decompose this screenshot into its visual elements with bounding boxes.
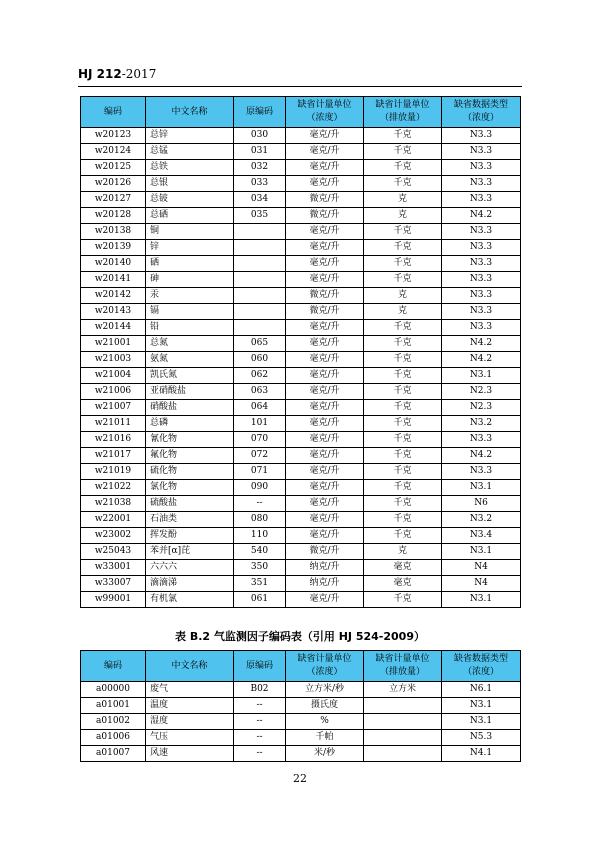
cell-name: 硫化物 [146, 464, 234, 480]
cell-code: w21038 [81, 496, 146, 512]
table-row [81, 698, 521, 714]
header-original-code: 原编码 [234, 97, 286, 128]
table-row [81, 400, 521, 416]
table-row [81, 336, 521, 352]
cell-data-type: N3.3 [442, 288, 521, 304]
cell-original-code: -- [234, 496, 286, 512]
cell-code: w21004 [81, 368, 146, 384]
cell-original-code: B02 [234, 682, 286, 698]
cell-unit-concentration: 毫克/升 [286, 240, 364, 256]
header-code: 编码 [81, 651, 146, 682]
cell-original-code [234, 256, 286, 272]
cell-code: w20123 [81, 128, 146, 144]
cell-unit-emission: 千克 [364, 176, 442, 192]
cell-data-type: N6 [442, 496, 521, 512]
cell-code: w21016 [81, 432, 146, 448]
table-row [81, 432, 521, 448]
cell-name: 石油类 [146, 512, 234, 528]
table-row [81, 240, 521, 256]
water-factor-table [80, 96, 521, 608]
air-factor-table [80, 650, 521, 762]
table-row [81, 714, 521, 730]
cell-name: 废气 [146, 682, 234, 698]
cell-data-type: N3.1 [442, 698, 521, 714]
cell-unit-concentration: 毫克/升 [286, 224, 364, 240]
cell-code: w21006 [81, 384, 146, 400]
cell-original-code: 071 [234, 464, 286, 480]
header-data-type: 缺省数据类型 （浓度） [442, 651, 521, 682]
cell-name: 镉 [146, 304, 234, 320]
cell-unit-concentration: 毫克/升 [286, 368, 364, 384]
cell-unit-emission: 克 [364, 288, 442, 304]
cell-code: w20139 [81, 240, 146, 256]
cell-data-type: N3.2 [442, 416, 521, 432]
cell-unit-emission: 克 [364, 544, 442, 560]
cell-data-type: N4 [442, 576, 521, 592]
table-row [81, 464, 521, 480]
cell-unit-emission: 千克 [364, 480, 442, 496]
cell-original-code [234, 240, 286, 256]
cell-unit-emission [364, 698, 442, 714]
cell-code: a01001 [81, 698, 146, 714]
table-row [81, 496, 521, 512]
cell-unit-concentration: 毫克/升 [286, 512, 364, 528]
cell-name: 风速 [146, 746, 234, 762]
cell-code: w21003 [81, 352, 146, 368]
cell-name: 总锰 [146, 144, 234, 160]
cell-code: w23002 [81, 528, 146, 544]
cell-original-code [234, 272, 286, 288]
table-row [81, 368, 521, 384]
cell-unit-concentration: 纳克/升 [286, 560, 364, 576]
cell-unit-emission: 千克 [364, 144, 442, 160]
table-row [81, 272, 521, 288]
cell-data-type: N5.3 [442, 730, 521, 746]
cell-unit-concentration: 摄氏度 [286, 698, 364, 714]
table-row [81, 560, 521, 576]
cell-data-type: N3.4 [442, 528, 521, 544]
cell-unit-concentration: 微克/升 [286, 544, 364, 560]
table-row [81, 208, 521, 224]
cell-unit-concentration: 毫克/升 [286, 336, 364, 352]
table-row [81, 304, 521, 320]
table-row [81, 480, 521, 496]
cell-unit-emission: 千克 [364, 592, 442, 608]
table-row [81, 592, 521, 608]
cell-code: a01002 [81, 714, 146, 730]
cell-unit-emission: 克 [364, 304, 442, 320]
cell-original-code: 063 [234, 384, 286, 400]
cell-unit-concentration: 毫克/升 [286, 416, 364, 432]
cell-unit-concentration: 微克/升 [286, 208, 364, 224]
cell-data-type: N2.3 [442, 384, 521, 400]
cell-code: w21019 [81, 464, 146, 480]
table-row [81, 682, 521, 698]
standard-year: -2017 [121, 67, 157, 81]
cell-name: 挥发酚 [146, 528, 234, 544]
cell-unit-concentration: 纳克/升 [286, 576, 364, 592]
cell-name: 六六六 [146, 560, 234, 576]
cell-unit-concentration: 毫克/升 [286, 176, 364, 192]
cell-name: 总锌 [146, 128, 234, 144]
cell-data-type: N3.3 [442, 224, 521, 240]
header-data-type: 缺省数据类型 （浓度） [442, 97, 521, 128]
table-row [81, 288, 521, 304]
cell-code: w20124 [81, 144, 146, 160]
cell-code: w20142 [81, 288, 146, 304]
cell-code: w25043 [81, 544, 146, 560]
cell-data-type: N3.3 [442, 192, 521, 208]
header-unit-emission: 缺省计量单位 （排放量） [364, 651, 442, 682]
cell-unit-emission: 千克 [364, 464, 442, 480]
cell-data-type: N3.1 [442, 480, 521, 496]
cell-unit-emission: 千克 [364, 240, 442, 256]
cell-original-code: -- [234, 698, 286, 714]
cell-original-code: 070 [234, 432, 286, 448]
cell-code: w20144 [81, 320, 146, 336]
cell-data-type: N3.1 [442, 592, 521, 608]
cell-unit-emission: 千克 [364, 384, 442, 400]
cell-code: w20126 [81, 176, 146, 192]
cell-original-code: 034 [234, 192, 286, 208]
document-header [78, 67, 156, 81]
cell-unit-emission [364, 746, 442, 762]
table-row [81, 384, 521, 400]
cell-name: 氰化物 [146, 432, 234, 448]
cell-unit-emission: 毫克 [364, 560, 442, 576]
header-rule [78, 86, 522, 87]
cell-unit-concentration: 毫克/升 [286, 352, 364, 368]
cell-original-code: -- [234, 730, 286, 746]
cell-data-type: N3.3 [442, 304, 521, 320]
table-row [81, 528, 521, 544]
table-row [81, 512, 521, 528]
cell-data-type: N4.2 [442, 336, 521, 352]
cell-original-code: 350 [234, 560, 286, 576]
cell-unit-concentration: 毫克/升 [286, 480, 364, 496]
cell-unit-emission: 千克 [364, 368, 442, 384]
cell-name: 温度 [146, 698, 234, 714]
cell-unit-concentration: 微克/升 [286, 288, 364, 304]
cell-unit-emission: 千克 [364, 528, 442, 544]
cell-unit-emission: 毫克 [364, 576, 442, 592]
cell-unit-emission: 千克 [364, 256, 442, 272]
cell-name: 硒 [146, 256, 234, 272]
cell-original-code: 110 [234, 528, 286, 544]
table-header-row [81, 651, 521, 682]
cell-data-type: N3.1 [442, 368, 521, 384]
table-row [81, 224, 521, 240]
table-caption: 表 B.2 气监测因子编码表（引用 HJ 524-2009） [175, 630, 425, 643]
page-number: 22 [293, 772, 307, 785]
cell-unit-concentration: 毫克/升 [286, 448, 364, 464]
cell-unit-concentration: % [286, 714, 364, 730]
cell-data-type: N3.3 [442, 128, 521, 144]
cell-original-code [234, 304, 286, 320]
cell-code: w22001 [81, 512, 146, 528]
cell-original-code: 065 [234, 336, 286, 352]
cell-unit-emission: 千克 [364, 400, 442, 416]
cell-original-code: 064 [234, 400, 286, 416]
cell-unit-emission: 千克 [364, 128, 442, 144]
cell-code: w20140 [81, 256, 146, 272]
cell-code: w33007 [81, 576, 146, 592]
cell-unit-emission: 千克 [364, 160, 442, 176]
header-unit-concentration: 缺省计量单位 （浓度） [286, 651, 364, 682]
cell-original-code [234, 224, 286, 240]
cell-code: w20141 [81, 272, 146, 288]
cell-original-code: 035 [234, 208, 286, 224]
cell-unit-concentration: 毫克/升 [286, 272, 364, 288]
cell-name: 苯并[α]芘 [146, 544, 234, 560]
cell-code: w20138 [81, 224, 146, 240]
cell-unit-concentration: 毫克/升 [286, 528, 364, 544]
cell-code: w21007 [81, 400, 146, 416]
cell-unit-emission: 克 [364, 192, 442, 208]
cell-data-type: N3.3 [442, 176, 521, 192]
table-row [81, 416, 521, 432]
cell-name: 氟化物 [146, 448, 234, 464]
header-code: 编码 [81, 97, 146, 128]
header-unit-concentration: 缺省计量单位 （浓度） [286, 97, 364, 128]
cell-unit-emission: 立方米 [364, 682, 442, 698]
cell-unit-concentration: 毫克/升 [286, 464, 364, 480]
cell-original-code: 062 [234, 368, 286, 384]
cell-code: a01007 [81, 746, 146, 762]
cell-unit-concentration: 毫克/升 [286, 432, 364, 448]
cell-original-code: -- [234, 746, 286, 762]
cell-code: w21017 [81, 448, 146, 464]
cell-name: 气压 [146, 730, 234, 746]
cell-code: a01006 [81, 730, 146, 746]
table-header-row [81, 97, 521, 128]
cell-code: w33001 [81, 560, 146, 576]
cell-original-code: 540 [234, 544, 286, 560]
standard-code: HJ 212 [78, 67, 122, 81]
cell-original-code [234, 288, 286, 304]
cell-name: 铅 [146, 320, 234, 336]
cell-unit-emission: 千克 [364, 224, 442, 240]
cell-unit-emission [364, 714, 442, 730]
cell-data-type: N3.3 [442, 320, 521, 336]
cell-data-type: N3.3 [442, 256, 521, 272]
header-original-code: 原编码 [234, 651, 286, 682]
cell-unit-concentration: 毫克/升 [286, 128, 364, 144]
cell-data-type: N3.3 [442, 272, 521, 288]
cell-unit-concentration: 立方米/秒 [286, 682, 364, 698]
cell-unit-concentration: 毫克/升 [286, 160, 364, 176]
cell-name: 总磷 [146, 416, 234, 432]
cell-original-code: 060 [234, 352, 286, 368]
cell-name: 铜 [146, 224, 234, 240]
header-name: 中文名称 [146, 651, 234, 682]
cell-original-code: 032 [234, 160, 286, 176]
cell-unit-emission: 千克 [364, 352, 442, 368]
cell-name: 硝酸盐 [146, 400, 234, 416]
cell-original-code: 061 [234, 592, 286, 608]
cell-original-code: 101 [234, 416, 286, 432]
cell-name: 砷 [146, 272, 234, 288]
cell-name: 总氮 [146, 336, 234, 352]
cell-data-type: N3.1 [442, 714, 521, 730]
table-row [81, 256, 521, 272]
cell-original-code: 033 [234, 176, 286, 192]
cell-name: 锌 [146, 240, 234, 256]
cell-name: 有机氯 [146, 592, 234, 608]
cell-unit-concentration: 毫克/升 [286, 144, 364, 160]
table-row [81, 128, 521, 144]
cell-original-code: 090 [234, 480, 286, 496]
header-unit-emission: 缺省计量单位 （排放量） [364, 97, 442, 128]
table-row [81, 320, 521, 336]
cell-original-code: 351 [234, 576, 286, 592]
cell-name: 氯化物 [146, 480, 234, 496]
cell-original-code [234, 320, 286, 336]
cell-original-code: 072 [234, 448, 286, 464]
cell-original-code: 080 [234, 512, 286, 528]
cell-original-code: -- [234, 714, 286, 730]
table-row [81, 144, 521, 160]
cell-code: w20127 [81, 192, 146, 208]
cell-unit-concentration: 毫克/升 [286, 496, 364, 512]
cell-data-type: N3.3 [442, 160, 521, 176]
cell-data-type: N3.3 [442, 432, 521, 448]
cell-name: 汞 [146, 288, 234, 304]
table-row [81, 192, 521, 208]
cell-name: 总铍 [146, 192, 234, 208]
cell-data-type: N2.3 [442, 400, 521, 416]
cell-data-type: N4.1 [442, 746, 521, 762]
cell-unit-concentration: 毫克/升 [286, 400, 364, 416]
cell-unit-concentration: 毫克/升 [286, 256, 364, 272]
cell-unit-concentration: 毫克/升 [286, 320, 364, 336]
table-row [81, 576, 521, 592]
cell-code: w20143 [81, 304, 146, 320]
cell-code: w21022 [81, 480, 146, 496]
cell-name: 湿度 [146, 714, 234, 730]
table-row [81, 352, 521, 368]
table-row [81, 544, 521, 560]
cell-data-type: N3.2 [442, 512, 521, 528]
cell-unit-emission [364, 730, 442, 746]
cell-unit-emission: 千克 [364, 512, 442, 528]
cell-data-type: N3.3 [442, 144, 521, 160]
cell-code: w21001 [81, 336, 146, 352]
cell-unit-emission: 千克 [364, 448, 442, 464]
cell-unit-emission: 千克 [364, 432, 442, 448]
cell-code: w21011 [81, 416, 146, 432]
cell-code: w20125 [81, 160, 146, 176]
cell-unit-emission: 千克 [364, 496, 442, 512]
header-name: 中文名称 [146, 97, 234, 128]
cell-name: 硫酸盐 [146, 496, 234, 512]
cell-name: 滴滴涕 [146, 576, 234, 592]
cell-name: 总硒 [146, 208, 234, 224]
cell-unit-concentration: 毫克/升 [286, 384, 364, 400]
cell-data-type: N6.1 [442, 682, 521, 698]
cell-unit-concentration: 微克/升 [286, 192, 364, 208]
cell-unit-concentration: 千帕 [286, 730, 364, 746]
cell-name: 总铁 [146, 160, 234, 176]
cell-data-type: N4.2 [442, 448, 521, 464]
cell-data-type: N3.1 [442, 544, 521, 560]
cell-unit-emission: 千克 [364, 416, 442, 432]
cell-unit-emission: 千克 [364, 336, 442, 352]
table-row [81, 730, 521, 746]
cell-unit-concentration: 毫克/升 [286, 592, 364, 608]
cell-data-type: N4 [442, 560, 521, 576]
cell-name: 氨氮 [146, 352, 234, 368]
cell-code: w99001 [81, 592, 146, 608]
cell-unit-emission: 千克 [364, 320, 442, 336]
cell-unit-emission: 克 [364, 208, 442, 224]
cell-original-code: 031 [234, 144, 286, 160]
cell-original-code: 030 [234, 128, 286, 144]
cell-unit-concentration: 微克/升 [286, 304, 364, 320]
table-row [81, 746, 521, 762]
cell-code: w20128 [81, 208, 146, 224]
cell-name: 凯氏氮 [146, 368, 234, 384]
cell-name: 亚硝酸盐 [146, 384, 234, 400]
cell-unit-emission: 千克 [364, 272, 442, 288]
cell-name: 总银 [146, 176, 234, 192]
cell-data-type: N3.3 [442, 240, 521, 256]
cell-data-type: N3.3 [442, 464, 521, 480]
table-row [81, 448, 521, 464]
table-row [81, 160, 521, 176]
cell-unit-concentration: 米/秒 [286, 746, 364, 762]
cell-code: a00000 [81, 682, 146, 698]
cell-data-type: N4.2 [442, 208, 521, 224]
table-row [81, 176, 521, 192]
cell-data-type: N4.2 [442, 352, 521, 368]
